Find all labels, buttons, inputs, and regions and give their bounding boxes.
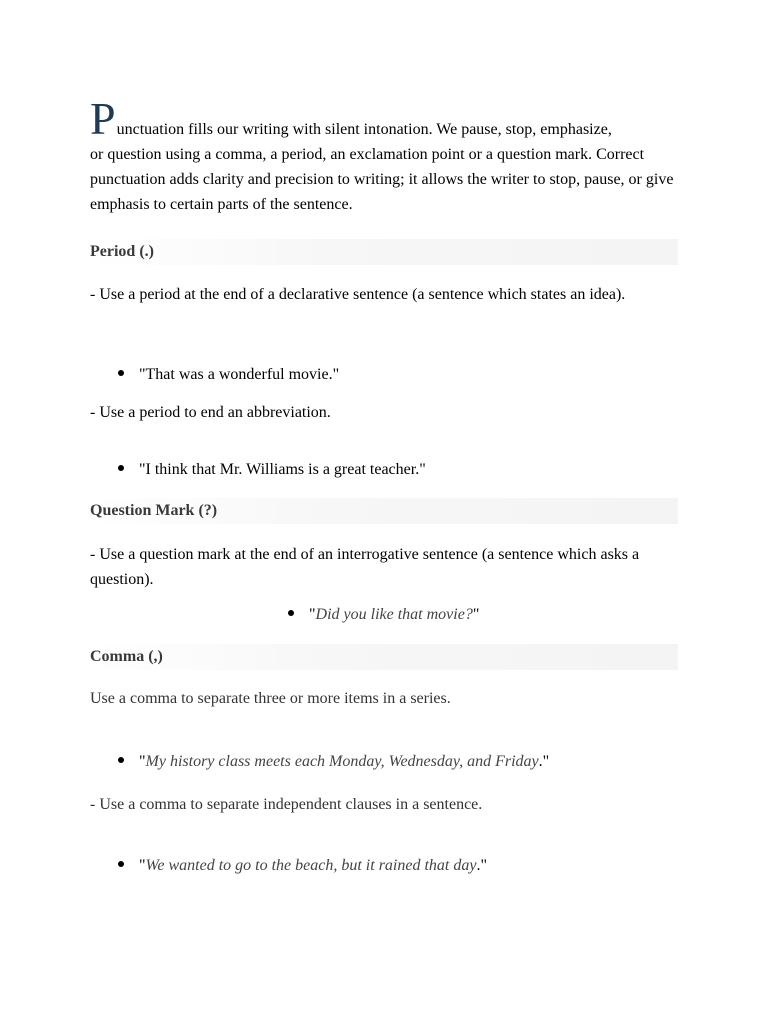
- bullet-dot: [118, 757, 124, 763]
- list-item: [118, 365, 339, 385]
- bullet-dot: [118, 370, 124, 376]
- heading-question-mark: Question Mark (?): [90, 498, 678, 524]
- intro-rest: or question using a comma, a period, an exclamation point or a question mark. Correct punctuation adds clarity and precision to writing; it allows the writer to stop, pause, or give emphasis to certain parts of the sentence.: [90, 146, 674, 213]
- bullet-dot: [288, 610, 294, 616]
- question-example-1: Did you like that movie?: [315, 606, 473, 623]
- period-example-1: "That was a wonderful movie.": [139, 366, 340, 383]
- list-item: [118, 460, 426, 480]
- quote-close: .": [476, 857, 487, 874]
- drop-cap: P: [90, 93, 116, 144]
- comma-example-1: My history class meets each Monday, Wednesday, and Friday: [145, 753, 539, 770]
- quote-open: ": [139, 753, 146, 770]
- bullet-dot: [118, 861, 124, 867]
- period-rule-1: - Use a period at the end of a declarative sentence (a sentence which states an idea).: [90, 286, 626, 303]
- comma-example-2: We wanted to go to the beach, but it rained that day: [145, 857, 477, 874]
- period-rule-2: - Use a period to end an abbreviation.: [90, 404, 331, 421]
- list-item: [118, 856, 487, 876]
- heading-comma: Comma (,): [90, 644, 678, 670]
- bullet-dot: [118, 465, 124, 471]
- quote-open: ": [139, 857, 146, 874]
- comma-rule-1: Use a comma to separate three or more items in a series.: [90, 690, 451, 707]
- list-item: [288, 605, 479, 625]
- list-item: [118, 752, 549, 772]
- quote-close: .": [538, 753, 550, 770]
- period-example-2: "I think that Mr. Williams is a great teacher.": [139, 461, 426, 478]
- heading-period: Period (.): [90, 239, 678, 265]
- quote-open: ": [309, 606, 316, 623]
- intro-paragraph: [90, 93, 690, 217]
- quote-close: ": [472, 606, 480, 623]
- question-rule-1: - Use a question mark at the end of an interrogative sentence (a sentence which asks a question).: [90, 546, 640, 588]
- intro-first-line: unctuation fills our writing with silent intonation. We pause, stop, emphasize,: [116, 121, 612, 138]
- comma-rule-2: - Use a comma to separate independent clauses in a sentence.: [90, 796, 483, 813]
